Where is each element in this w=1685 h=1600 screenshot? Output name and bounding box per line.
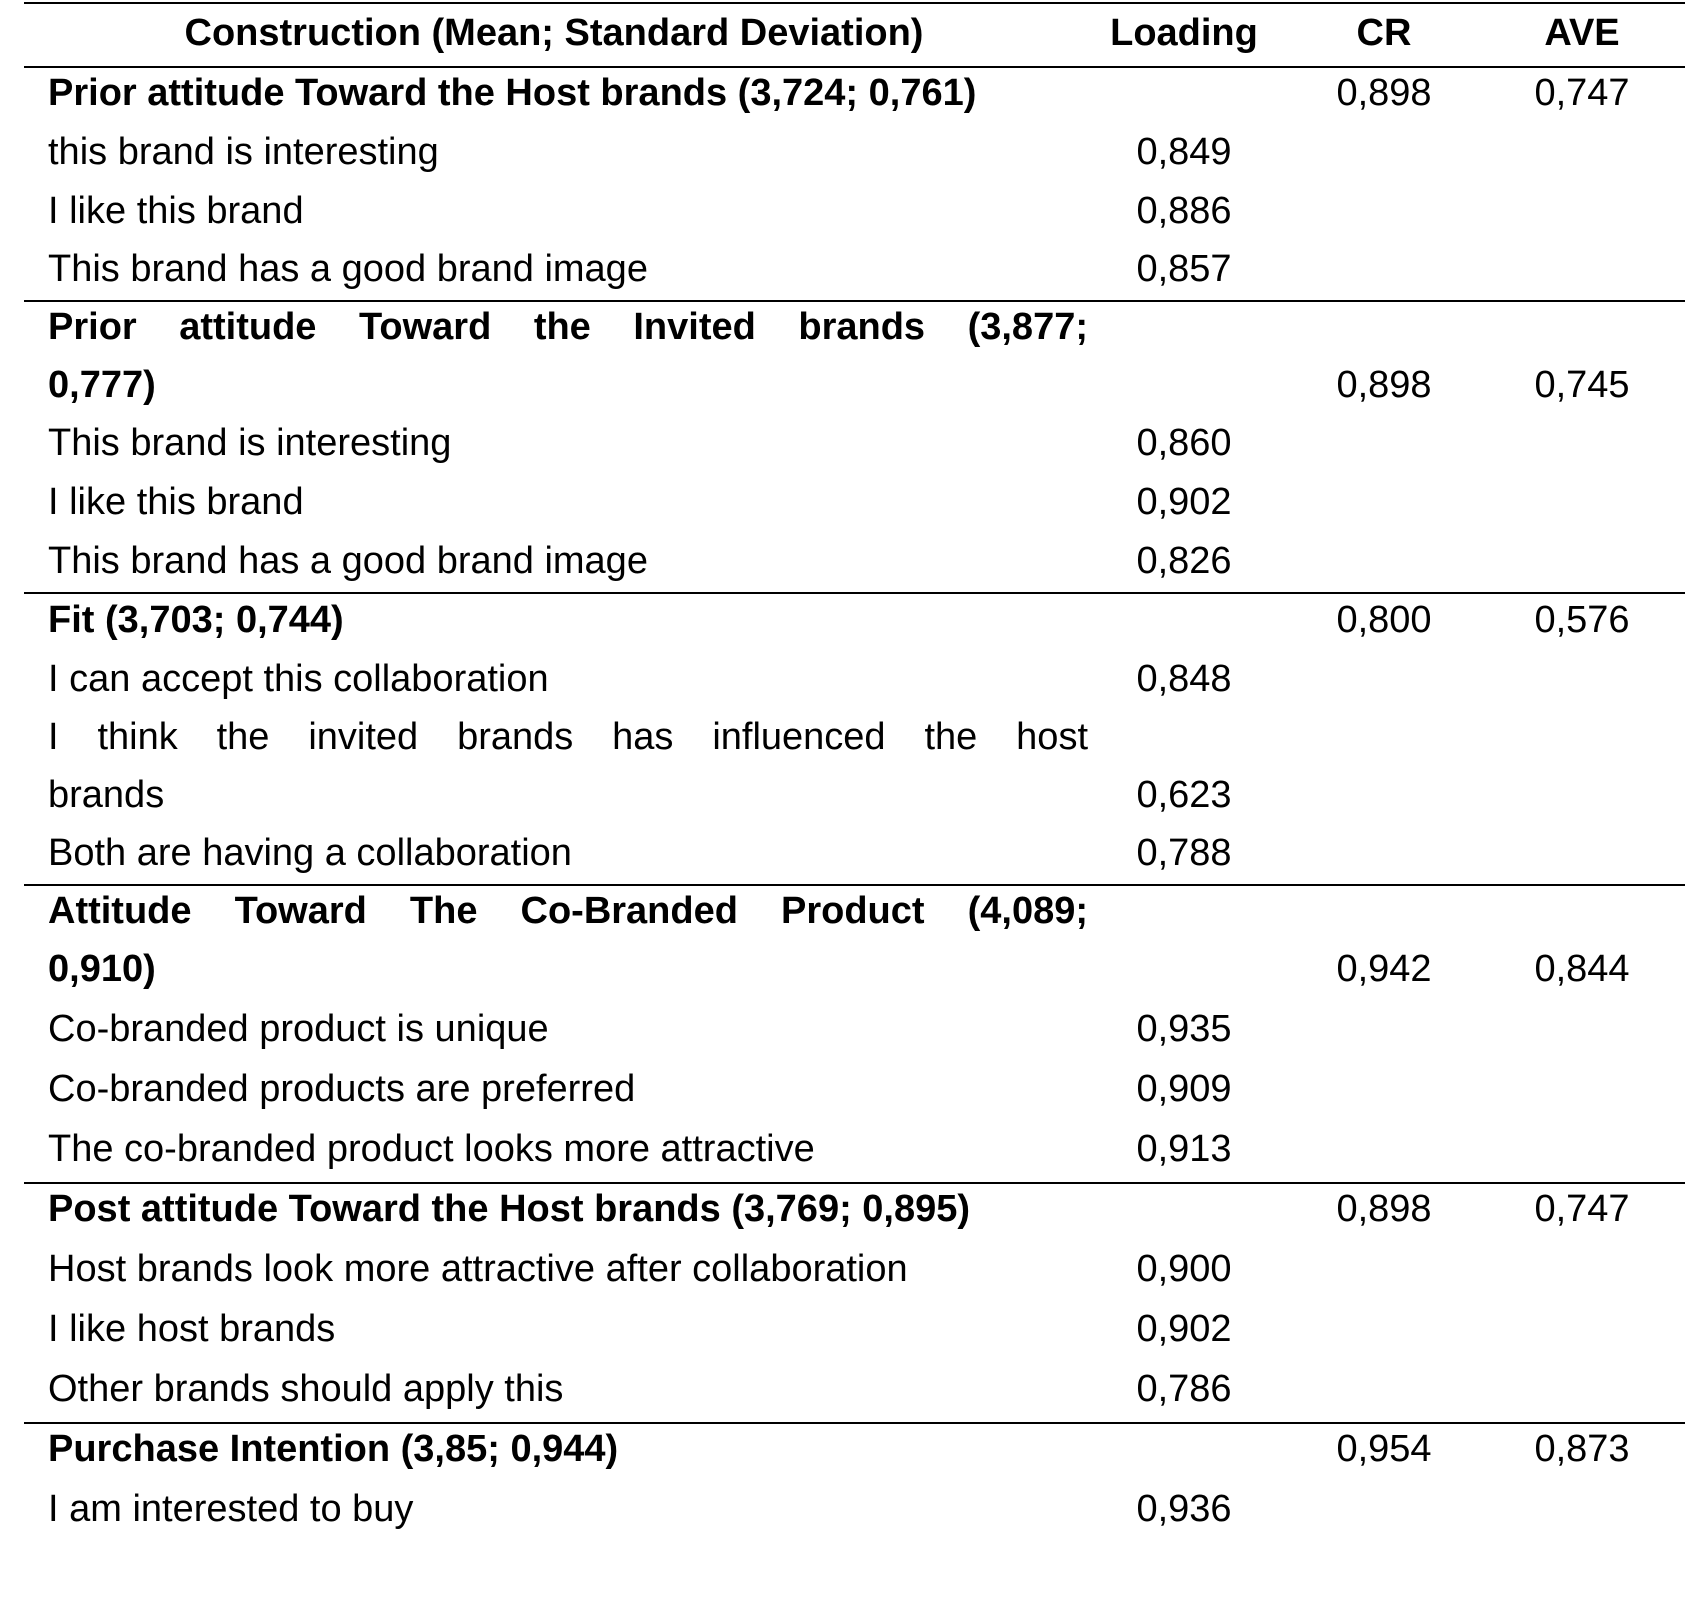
loading-value: 0,623 <box>1136 774 1232 816</box>
cr-value: 0,800 <box>1336 599 1432 641</box>
loading-value: 0,902 <box>1136 481 1232 523</box>
item-text: I like this brand <box>48 481 304 523</box>
section-title-line-2: 0,777) <box>48 364 156 406</box>
loading-value: 0,886 <box>1136 190 1232 232</box>
section-title-line-1: Attitude Toward The Co-Branded Product (4,089; <box>48 890 1088 932</box>
item-text-line-2: brands <box>48 774 165 816</box>
header-construction: Construction (Mean; Standard Deviation) <box>184 12 924 54</box>
section-rule <box>24 592 1685 594</box>
header-ave: AVE <box>1544 12 1620 54</box>
ave-value: 0,747 <box>1534 1188 1630 1230</box>
loading-value: 0,909 <box>1136 1068 1232 1110</box>
item-text: The co-branded product looks more attractive <box>48 1128 815 1170</box>
ave-value: 0,576 <box>1534 599 1630 641</box>
section-rule <box>24 300 1685 302</box>
item-text: I like host brands <box>48 1308 336 1350</box>
section-rule <box>24 1182 1685 1184</box>
item-text: Co-branded products are preferred <box>48 1068 636 1110</box>
item-text: This brand has a good brand image <box>48 540 648 582</box>
loading-value: 0,900 <box>1136 1248 1232 1290</box>
section-title: Fit (3,703; 0,744) <box>48 599 344 641</box>
ave-value: 0,745 <box>1534 364 1630 406</box>
section-title: Prior attitude Toward the Host brands (3,724; 0,761) <box>48 72 977 114</box>
cr-value: 0,942 <box>1336 948 1432 990</box>
item-text: I can accept this collaboration <box>48 658 549 700</box>
section-title: Post attitude Toward the Host brands (3,769; 0,895) <box>48 1188 971 1230</box>
loading-value: 0,849 <box>1136 131 1232 173</box>
item-text: I like this brand <box>48 190 304 232</box>
cr-value: 0,954 <box>1336 1428 1432 1470</box>
loading-value: 0,902 <box>1136 1308 1232 1350</box>
measurement-table <box>24 0 1685 1600</box>
section-title-line-1: Prior attitude Toward the Invited brands (3,877; <box>48 306 1088 348</box>
loading-value: 0,848 <box>1136 658 1232 700</box>
item-text: this brand is interesting <box>48 131 439 173</box>
ave-value: 0,844 <box>1534 948 1630 990</box>
section-rule <box>24 1422 1685 1424</box>
section-title: Purchase Intention (3,85; 0,944) <box>48 1428 619 1470</box>
loading-value: 0,936 <box>1136 1488 1232 1530</box>
item-text: I am interested to buy <box>48 1488 414 1530</box>
loading-value: 0,860 <box>1136 422 1232 464</box>
cr-value: 0,898 <box>1336 364 1432 406</box>
loading-value: 0,788 <box>1136 832 1232 874</box>
item-text: Host brands look more attractive after collaboration <box>48 1248 908 1290</box>
section-title-line-2: 0,910) <box>48 948 156 990</box>
loading-value: 0,786 <box>1136 1368 1232 1410</box>
item-text: Co-branded product is unique <box>48 1008 549 1050</box>
item-text: This brand is interesting <box>48 422 452 464</box>
header-rule <box>24 66 1685 68</box>
cr-value: 0,898 <box>1336 1188 1432 1230</box>
header-loading: Loading <box>1110 12 1258 54</box>
cr-value: 0,898 <box>1336 72 1432 114</box>
loading-value: 0,913 <box>1136 1128 1232 1170</box>
ave-value: 0,747 <box>1534 72 1630 114</box>
header-cr: CR <box>1356 12 1412 54</box>
loading-value: 0,935 <box>1136 1008 1232 1050</box>
item-text-line-1: I think the invited brands has influenced the host <box>48 716 1088 758</box>
loading-value: 0,826 <box>1136 540 1232 582</box>
table-top-rule <box>24 2 1685 4</box>
item-text: Both are having a collaboration <box>48 832 572 874</box>
item-text: Other brands should apply this <box>48 1368 564 1410</box>
ave-value: 0,873 <box>1534 1428 1630 1470</box>
item-text: This brand has a good brand image <box>48 248 648 290</box>
section-rule <box>24 884 1685 886</box>
loading-value: 0,857 <box>1136 248 1232 290</box>
